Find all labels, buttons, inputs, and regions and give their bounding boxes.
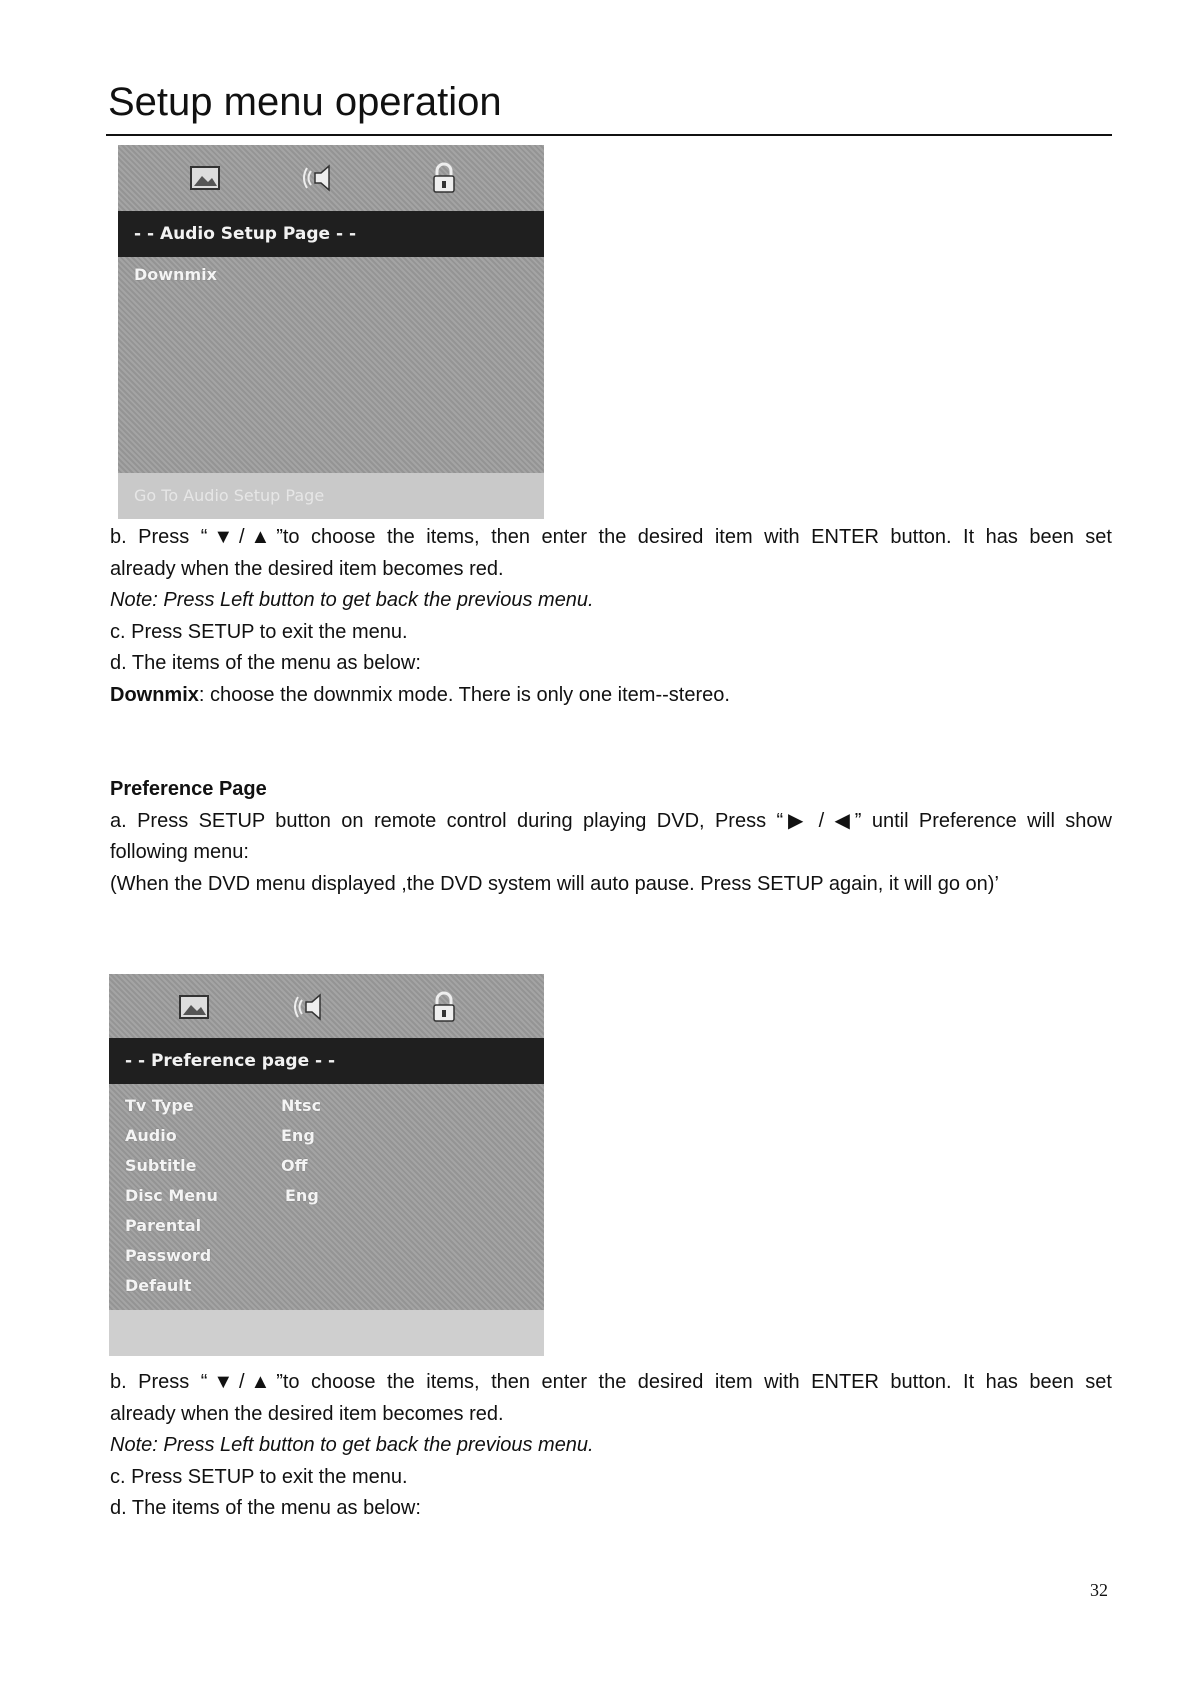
picture-icon — [177, 990, 211, 1024]
osd-page-header: - - Audio Setup Page - - — [118, 211, 544, 257]
instruction-b-line2: already when the desired item becomes red. — [110, 558, 504, 580]
preference-a-line3: (When the DVD menu displayed ,the DVD system will auto pause. Press SETUP again, it will go on)’ — [110, 873, 999, 895]
osd-menu-value-disc-menu: Eng — [285, 1186, 319, 1205]
instruction-c: c. Press SETUP to exit the menu. — [110, 621, 408, 643]
osd-menu-value-tv-type: Ntsc — [281, 1096, 322, 1115]
osd-page-header: - - Preference page - - — [109, 1038, 544, 1084]
osd-footer-hint: Go To Audio Setup Page — [118, 473, 544, 519]
title-divider — [106, 134, 1112, 136]
instruction-b-line1: b. Press “▼/▲”to choose the items, then enter the desired item with ENTER button. It has been set — [110, 526, 1112, 548]
osd-menu-item-audio[interactable]: Audio — [125, 1126, 177, 1145]
downmix-label: Downmix — [110, 684, 199, 706]
osd-menu-item-default[interactable]: Default — [125, 1276, 192, 1295]
downmix-description — [110, 680, 1112, 710]
page-number: 32 — [1090, 1580, 1108, 1600]
downmix-text: : choose the downmix mode. There is only one item--stereo. — [198, 684, 730, 706]
osd-menu-value-subtitle: Off — [281, 1156, 308, 1175]
osd-menu-item-parental[interactable]: Parental — [125, 1216, 202, 1235]
lock-icon — [427, 990, 461, 1024]
page-title: Setup menu operation — [108, 80, 502, 124]
note-text: Note: Press Left button to get back the previous menu. — [110, 589, 594, 611]
audio-setup-osd — [118, 145, 544, 519]
preference-a-line1: a. Press SETUP button on remote control during playing DVD, Press “▶ / ◀” until Preference will show — [110, 810, 1112, 832]
lock-icon — [427, 161, 461, 195]
osd-menu-item-subtitle[interactable]: Subtitle — [125, 1156, 197, 1175]
instruction-c-2: c. Press SETUP to exit the menu. — [110, 1466, 408, 1488]
instruction-d: d. The items of the menu as below: — [110, 652, 421, 674]
osd-menu-item-password[interactable]: Password — [125, 1246, 212, 1265]
osd-menu-value-audio: Eng — [281, 1126, 315, 1145]
osd-icon-bar — [118, 145, 544, 221]
osd-menu-item-tv-type[interactable]: Tv Type — [125, 1096, 194, 1115]
preference-osd — [109, 974, 544, 1356]
preference-a-line2: following menu: — [110, 841, 249, 863]
instruction-b-line1-2: b. Press “▼/▲”to choose the items, then enter the desired item with ENTER button. It has been set — [110, 1371, 1112, 1393]
audio-speaker-icon — [303, 161, 337, 195]
instruction-d-2: d. The items of the menu as below: — [110, 1497, 421, 1519]
instruction-b-line2-2: already when the desired item becomes red. — [110, 1403, 504, 1425]
note-text-2: Note: Press Left button to get back the previous menu. — [110, 1434, 594, 1456]
osd-menu-item-disc-menu[interactable]: Disc Menu — [125, 1186, 218, 1205]
picture-icon — [188, 161, 222, 195]
osd-menu-item[interactable]: Downmix — [134, 265, 217, 284]
preference-heading: Preference Page — [110, 778, 267, 800]
audio-speaker-icon — [294, 990, 328, 1024]
osd-footer-bar — [109, 1310, 544, 1356]
